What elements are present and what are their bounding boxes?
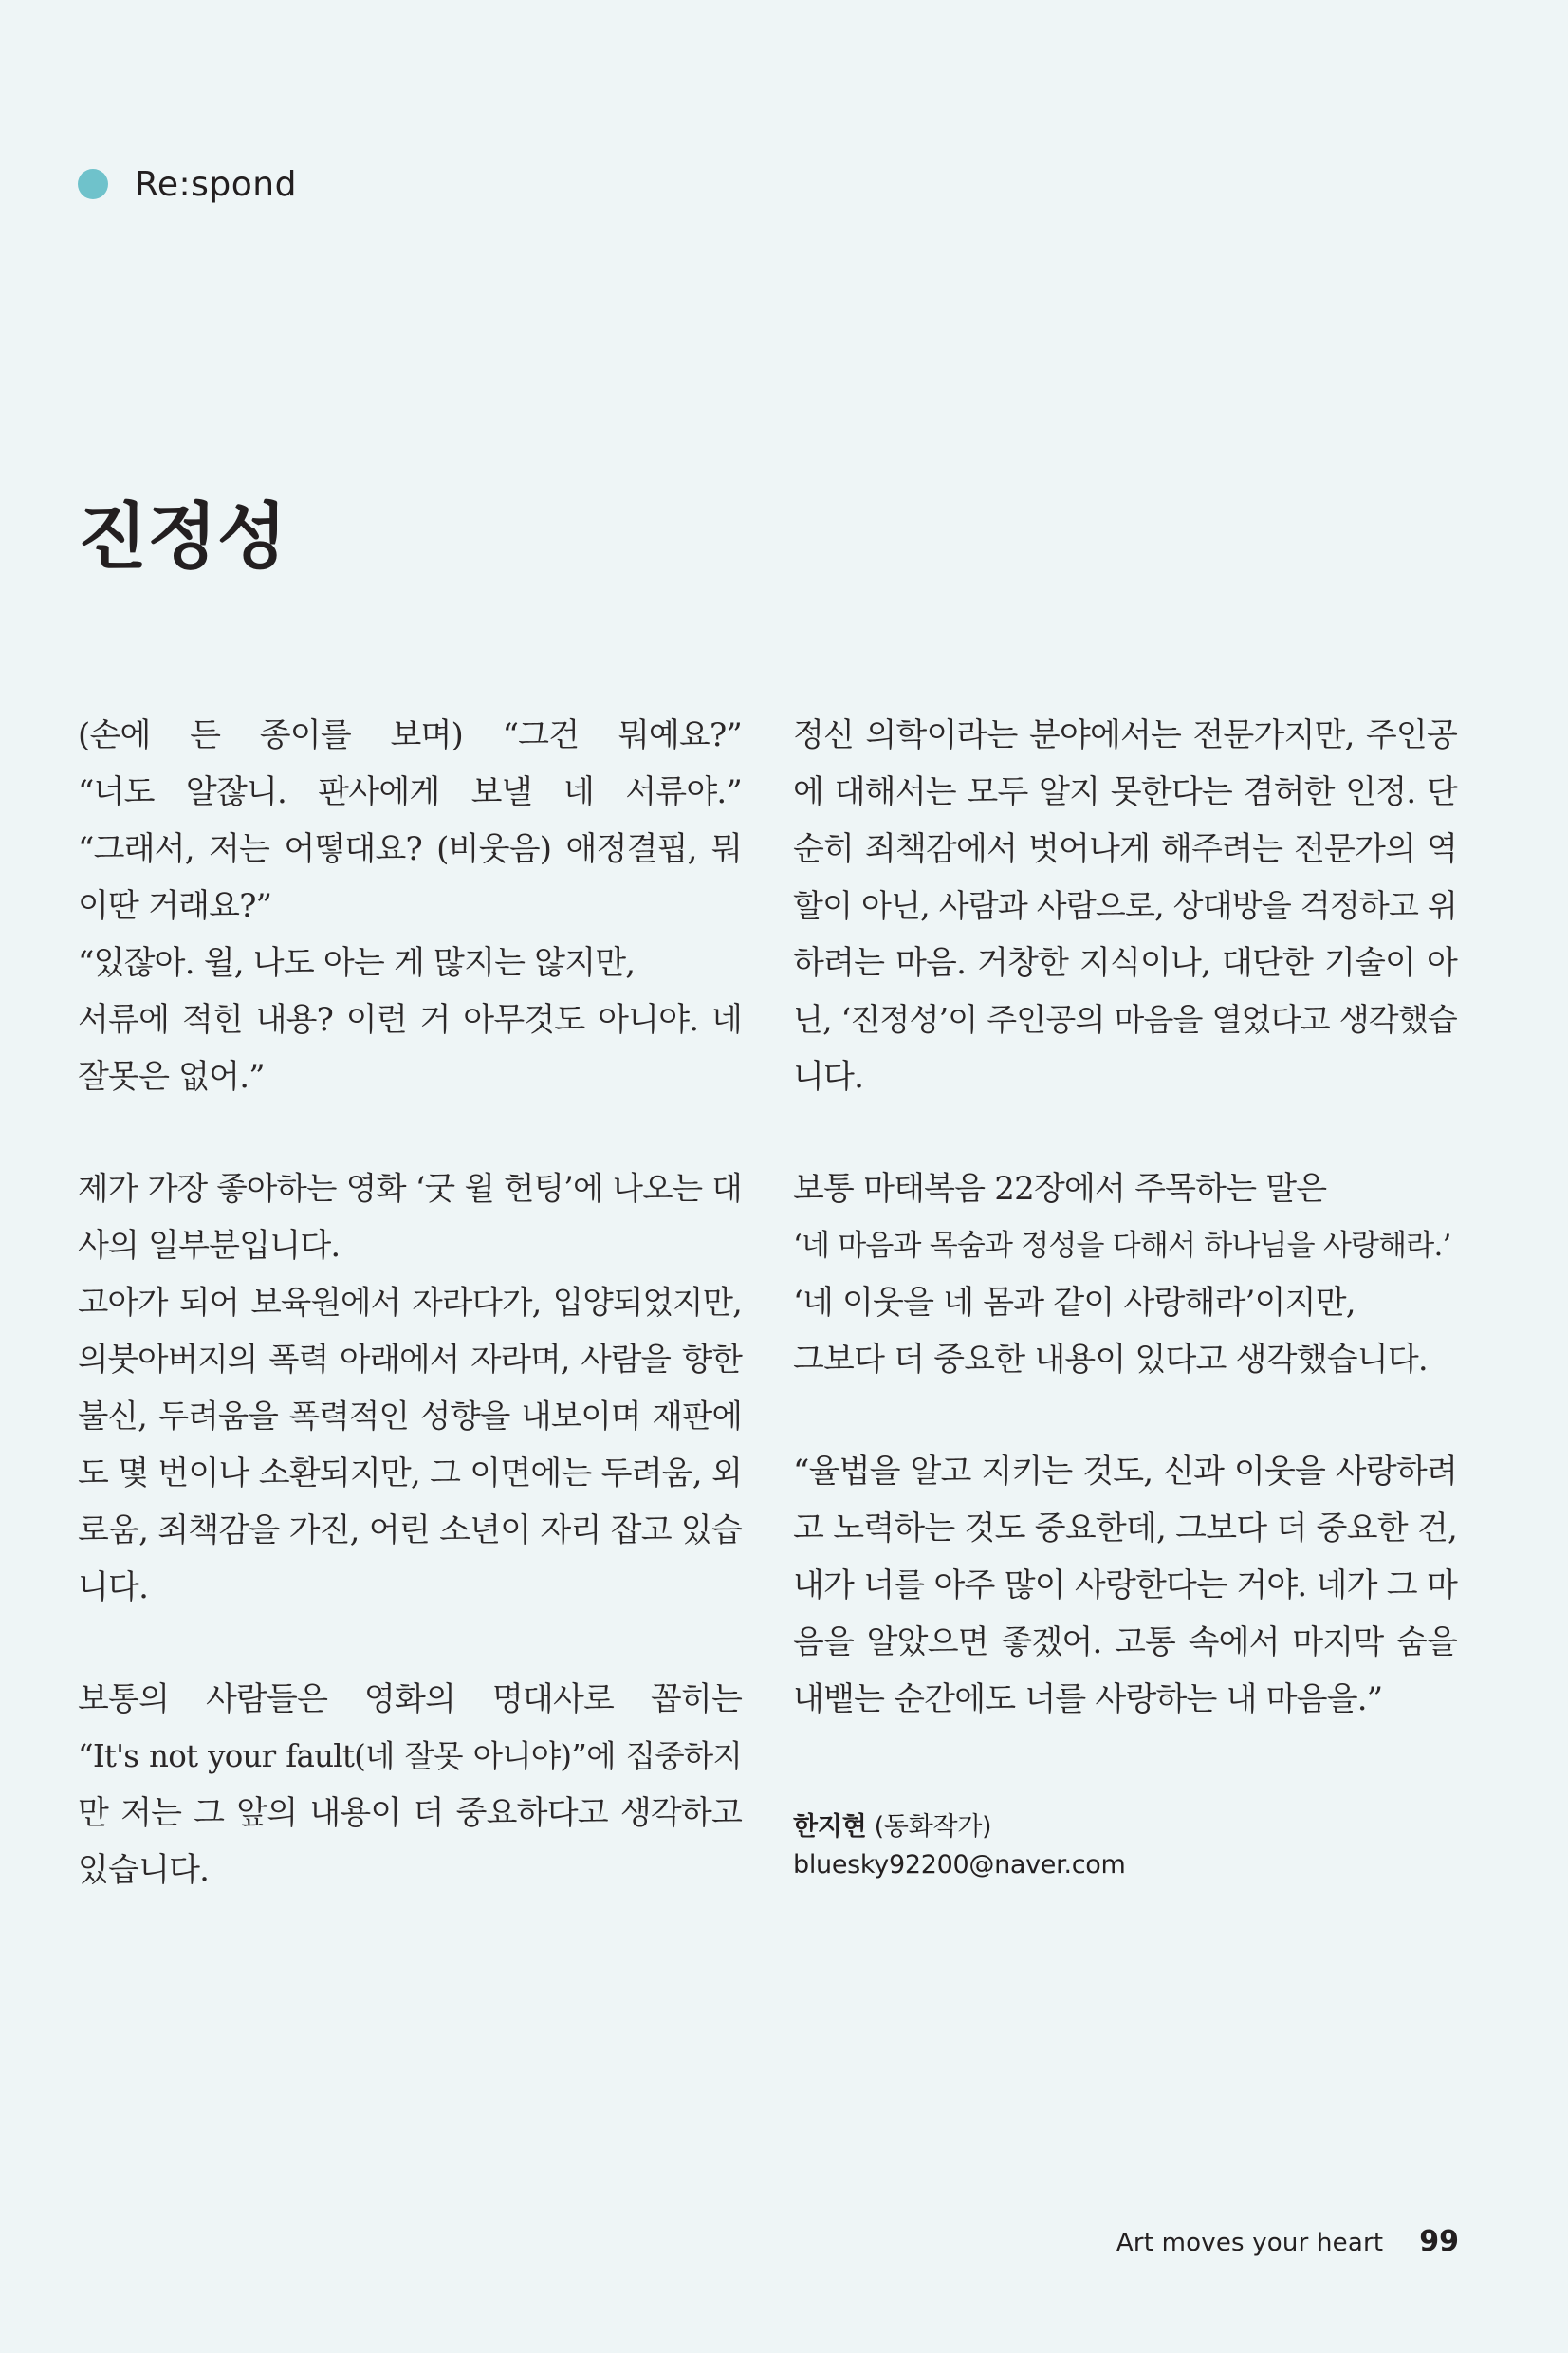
paragraph — [793, 1443, 1457, 1728]
text-line: 만 저는 그 앞의 내용이 더 중요하다고 생각하고 — [78, 1794, 742, 1832]
text-line: 이딴 거래요?” — [78, 887, 272, 925]
text-line: 닌, ‘진정성’이 주인공의 마음을 열었다고 생각했습 — [793, 1001, 1457, 1038]
page-title: 진정성 — [78, 494, 287, 579]
text-line: 불신, 두려움을 폭력적인 성향을 내보이며 재판에 — [78, 1398, 742, 1435]
paragraph — [78, 1671, 742, 1899]
author-byline — [793, 1808, 1126, 1846]
footer-tagline: Art moves your heart — [1116, 2229, 1384, 2257]
page-number: 99 — [1419, 2225, 1459, 2258]
text-line: 고아가 되어 보육원에서 자라다가, 입양되었지만, — [78, 1284, 742, 1321]
section-label: Re:spond — [135, 164, 297, 204]
text-line: 로움, 죄책감을 가진, 어린 소년이 자리 잡고 있습 — [78, 1511, 742, 1549]
page-footer — [1116, 2225, 1459, 2258]
text-line: 하려는 마음. 거창한 지식이나, 대단한 기술이 아 — [793, 944, 1457, 982]
text-line: “너도 알잖니. 판사에게 보낼 네 서류야.” — [78, 773, 742, 811]
text-line: 잘못은 없어.” — [78, 1058, 265, 1096]
text-line: 보통의 사람들은 영화의 명대사로 꼽히는 — [78, 1680, 742, 1718]
text-line: 할이 아닌, 사람과 사람으로, 상대방을 걱정하고 위 — [793, 887, 1457, 924]
text-line: ‘네 이웃을 네 몸과 같이 사랑해라’이지만, — [793, 1284, 1356, 1322]
text-line: “It's not your fault(네 잘못 아니야)”에 집중하지 — [78, 1738, 742, 1774]
text-line: 제가 가장 좋아하는 영화 ‘굿 윌 헌팅’에 나오는 대 — [78, 1170, 742, 1207]
author-role: (동화작가) — [874, 1812, 992, 1842]
text-line: 정신 의학이라는 분야에서는 전문가지만, 주인공 — [793, 716, 1457, 754]
section-tag — [78, 163, 297, 205]
paragraph — [78, 1160, 742, 1616]
author-credit — [793, 1808, 1126, 1884]
right-column — [793, 707, 1457, 1728]
text-line: 의붓아버지의 폭력 아래에서 자라며, 사람을 향한 — [78, 1341, 742, 1378]
text-line: 내가 너를 아주 많이 사랑한다는 거야. 네가 그 마 — [793, 1566, 1457, 1604]
text-line: “율법을 알고 지키는 것도, 신과 이웃을 사랑하려 — [793, 1453, 1457, 1491]
text-line: ‘네 마음과 목숨과 정성을 다해서 하나님을 사랑해라.’ — [793, 1229, 1451, 1263]
text-line: 사의 일부분입니다. — [78, 1227, 341, 1265]
author-name: 한지현 — [793, 1812, 867, 1842]
text-line: 니다. — [78, 1568, 149, 1606]
author-email: bluesky92200@naver.com — [793, 1850, 1126, 1880]
text-line: 있습니다. — [78, 1851, 210, 1889]
text-line: 내뱉는 순간에도 너를 사랑하는 내 마음을.” — [793, 1680, 1383, 1718]
paragraph — [793, 707, 1457, 1105]
paragraph — [793, 1160, 1457, 1388]
text-line: 그보다 더 중요한 내용이 있다고 생각했습니다. — [793, 1341, 1428, 1379]
text-line: 음을 알았으면 좋겠어. 고통 속에서 마지막 숨을 — [793, 1623, 1457, 1661]
section-dot-icon — [78, 169, 108, 199]
text-line: “있잖아. 윌, 나도 아는 게 많지는 않지만, — [78, 944, 636, 982]
text-line: 순히 죄책감에서 벗어나게 해주려는 전문가의 역 — [793, 830, 1457, 868]
text-line: “그래서, 저는 어떻대요? (비웃음) 애정결핍, 뭐 — [78, 830, 742, 868]
paragraph — [78, 707, 742, 1105]
text-line: 도 몇 번이나 소환되지만, 그 이면에는 두려움, 외 — [78, 1454, 742, 1492]
text-line: 에 대해서는 모두 알지 못한다는 겸허한 인정. 단 — [793, 773, 1457, 811]
text-line: 보통 마태복음 22장에서 주목하는 말은 — [793, 1170, 1327, 1208]
text-line: 서류에 적힌 내용? 이런 거 아무것도 아니야. 네 — [78, 1001, 742, 1039]
text-line: 니다. — [793, 1058, 864, 1096]
text-line: 고 노력하는 것도 중요한데, 그보다 더 중요한 건, — [793, 1510, 1457, 1547]
left-column — [78, 707, 742, 1899]
text-line: (손에 든 종이를 보며) “그건 뭐예요?” — [78, 716, 742, 754]
